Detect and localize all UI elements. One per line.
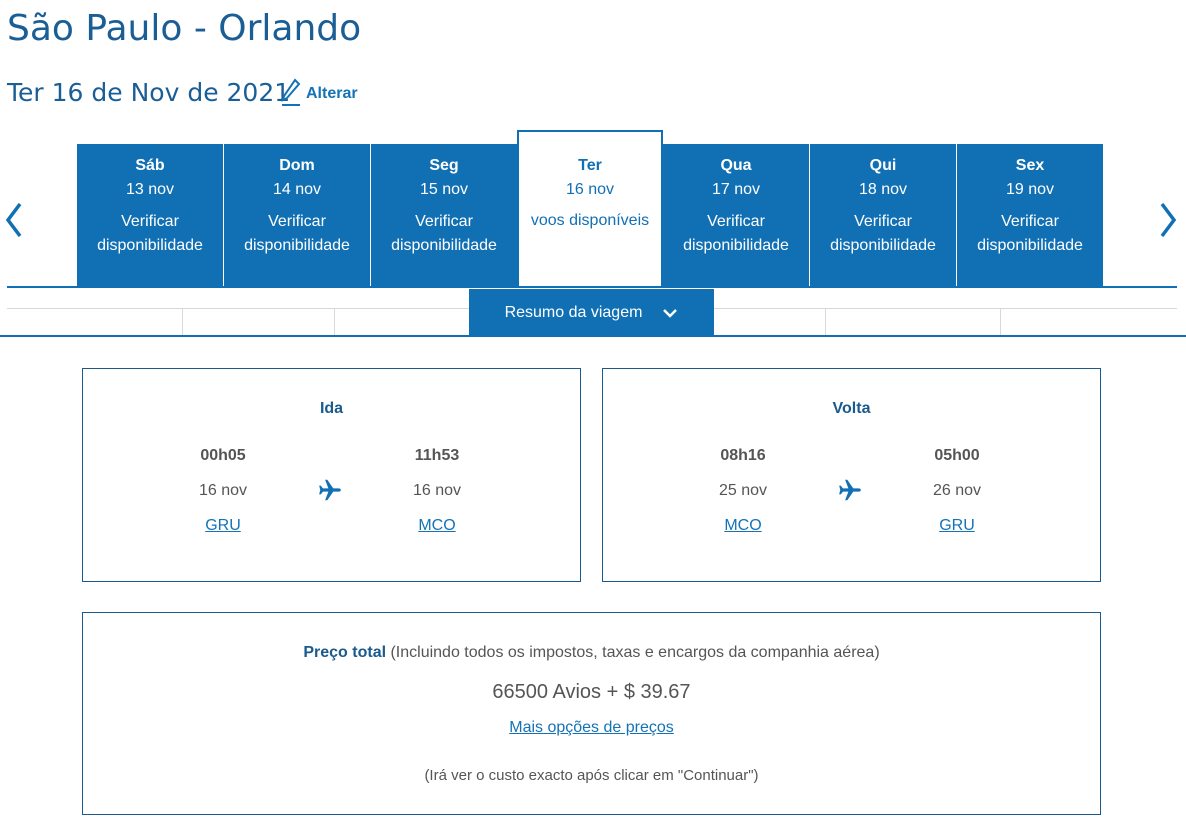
- day-date: 15 nov: [419, 181, 469, 198]
- date-selector: [77, 130, 1103, 287]
- arrival-date: 16 nov: [412, 482, 462, 499]
- arrival-airport-link[interactable]: MCO: [418, 517, 456, 534]
- price-label: Preço total: [303, 644, 387, 661]
- departure-date: 25 nov: [718, 482, 768, 499]
- airplane-icon: [837, 477, 863, 503]
- price-heading: [83, 644, 1100, 662]
- departure-time: 00h05: [200, 447, 246, 464]
- day-date: 17 nov: [711, 181, 761, 198]
- day-status: Verificar disponibilidade: [830, 213, 936, 254]
- more-price-options-link[interactable]: Mais opções de preços: [509, 719, 674, 736]
- alter-date-link[interactable]: [280, 77, 358, 107]
- chevron-left-icon[interactable]: [2, 200, 26, 240]
- day-tab[interactable]: [663, 144, 809, 287]
- departure-airport-link[interactable]: MCO: [724, 517, 762, 534]
- pencil-icon: [280, 77, 302, 107]
- price-amount: 66500 Avios + $ 39.67: [492, 681, 691, 703]
- day-name: Qua: [720, 157, 752, 174]
- airplane-icon: [317, 477, 343, 503]
- price-footnote: (Irá ver o custo exacto após clicar em "Continuar"): [424, 767, 759, 784]
- day-date: 18 nov: [858, 181, 908, 198]
- leg-title: Ida: [319, 400, 344, 417]
- arrival-time: 11h53: [414, 447, 460, 464]
- trip-summary-toggle[interactable]: [469, 289, 714, 337]
- day-name: Sáb: [135, 157, 165, 174]
- day-date: 16 nov: [565, 181, 615, 198]
- arrival-airport-link[interactable]: GRU: [939, 517, 975, 534]
- return-flight-card: [602, 368, 1101, 582]
- departure-time: 08h16: [720, 447, 766, 464]
- arrival-info: [897, 447, 1017, 535]
- table-column-divider: [182, 308, 183, 336]
- departure-date: 16 nov: [198, 482, 248, 499]
- day-name: Sex: [1015, 157, 1045, 174]
- leg-title: Volta: [832, 400, 871, 417]
- day-tab[interactable]: [371, 144, 517, 287]
- arrival-info: [377, 447, 497, 535]
- day-name: Dom: [279, 157, 315, 174]
- trip-summary-label: Resumo da viagem: [504, 304, 643, 321]
- table-column-divider: [1000, 308, 1001, 336]
- outbound-flight-card: [82, 368, 581, 582]
- day-name: Seg: [429, 157, 459, 174]
- day-tab[interactable]: [224, 144, 370, 287]
- table-column-divider: [334, 308, 335, 336]
- day-status: voos disponíveis: [530, 212, 650, 229]
- table-column-divider: [825, 308, 826, 336]
- departure-airport-link[interactable]: GRU: [205, 517, 241, 534]
- chevron-down-icon: [662, 307, 678, 319]
- day-status: Verificar disponibilidade: [977, 213, 1083, 254]
- day-name: Ter: [578, 157, 602, 174]
- day-tab[interactable]: [77, 144, 223, 287]
- day-status: Verificar disponibilidade: [391, 213, 497, 254]
- departure-info: [163, 447, 283, 535]
- departure-info: [683, 447, 803, 535]
- total-price-card: [82, 612, 1101, 815]
- arrival-time: 05h00: [934, 447, 980, 464]
- day-name: Qui: [869, 157, 897, 174]
- day-status: Verificar disponibilidade: [244, 213, 350, 254]
- day-date: 14 nov: [272, 181, 322, 198]
- day-status: Verificar disponibilidade: [683, 213, 789, 254]
- alter-label: Alterar: [306, 85, 358, 102]
- arrival-date: 26 nov: [932, 482, 982, 499]
- day-tab-selected[interactable]: [517, 130, 663, 287]
- page-title: São Paulo - Orlando: [7, 8, 362, 49]
- day-tab[interactable]: [957, 144, 1103, 287]
- chevron-right-icon[interactable]: [1156, 200, 1180, 240]
- price-label-note: (Incluindo todos os impostos, taxas e encargos da companhia aérea): [386, 644, 880, 661]
- selected-date-heading: Ter 16 de Nov de 2021: [7, 78, 291, 107]
- day-date: 13 nov: [125, 181, 175, 198]
- calendar-divider: [7, 286, 1177, 288]
- day-tab[interactable]: [810, 144, 956, 287]
- day-date: 19 nov: [1005, 181, 1055, 198]
- day-status: Verificar disponibilidade: [97, 213, 203, 254]
